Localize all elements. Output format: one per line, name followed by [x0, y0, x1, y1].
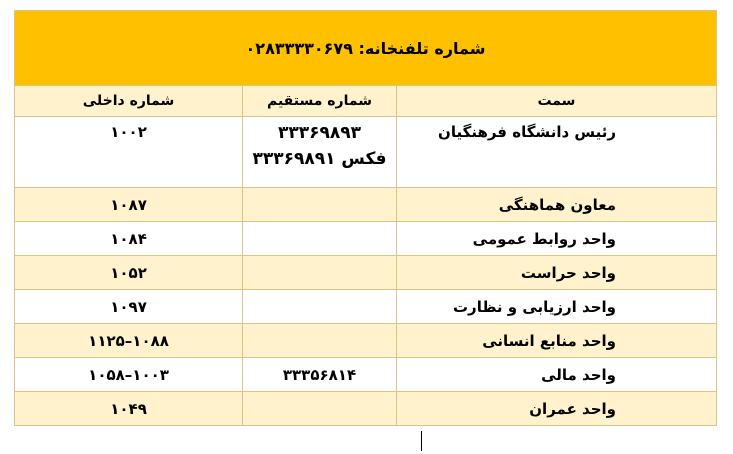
direct-number-cell	[243, 324, 397, 358]
internal-number-cell: ۱۰۰۳–۱۰۵۸	[15, 358, 243, 392]
direct-number-cell	[243, 117, 397, 188]
department-cell: واحد مالی	[396, 358, 716, 392]
header-internal-number: شماره داخلی	[15, 86, 243, 117]
header-department: سمت	[396, 86, 716, 117]
department-cell: واحد عمران	[396, 392, 716, 426]
internal-number-cell: ۱۰۸۴	[15, 222, 243, 256]
internal-number-cell: ۱۰۰۲	[15, 117, 243, 188]
table-row	[15, 392, 717, 426]
header-row	[15, 86, 717, 117]
department-cell: واحد روابط عمومی	[396, 222, 716, 256]
internal-number-cell: ۱۰۵۲	[15, 256, 243, 290]
direct-number-cell: ۳۳۳۵۶۸۱۴	[243, 358, 397, 392]
department-cell: واحد منابع انسانی	[396, 324, 716, 358]
direct-number-cell	[243, 392, 397, 426]
internal-number-cell: ۱۰۸۸–۱۱۲۵	[15, 324, 243, 358]
direct-number-cell	[243, 222, 397, 256]
direct-number-cell	[243, 256, 397, 290]
table-row	[15, 324, 717, 358]
table-row	[15, 117, 717, 188]
title-row	[15, 11, 717, 86]
table-row	[15, 188, 717, 222]
department-cell: واحد ارزیابی و نظارت	[396, 290, 716, 324]
table-row	[15, 290, 717, 324]
department-cell: واحد حراست	[396, 256, 716, 290]
direct-number-cell	[243, 188, 397, 222]
internal-number-cell: ۱۰۹۷	[15, 290, 243, 324]
direct-number-cell	[243, 290, 397, 324]
text-cursor	[421, 431, 422, 451]
internal-number-cell: ۱۰۴۹	[15, 392, 243, 426]
direct-number: ۳۳۳۶۹۸۹۳	[277, 123, 361, 143]
table-row	[15, 358, 717, 392]
fax-number: فکس ۳۳۳۶۹۸۹۱	[252, 149, 387, 169]
table-row	[15, 222, 717, 256]
internal-number-cell: ۱۰۸۷	[15, 188, 243, 222]
switchboard-title: شماره تلفنخانه: ۰۲۸۳۳۳۳۰۶۷۹	[15, 11, 717, 86]
table-row	[15, 256, 717, 290]
header-direct-number: شماره مستقیم	[243, 86, 397, 117]
phone-directory-table	[14, 10, 717, 426]
department-cell: رئیس دانشگاه فرهنگیان	[396, 117, 716, 188]
department-cell: معاون هماهنگی	[396, 188, 716, 222]
